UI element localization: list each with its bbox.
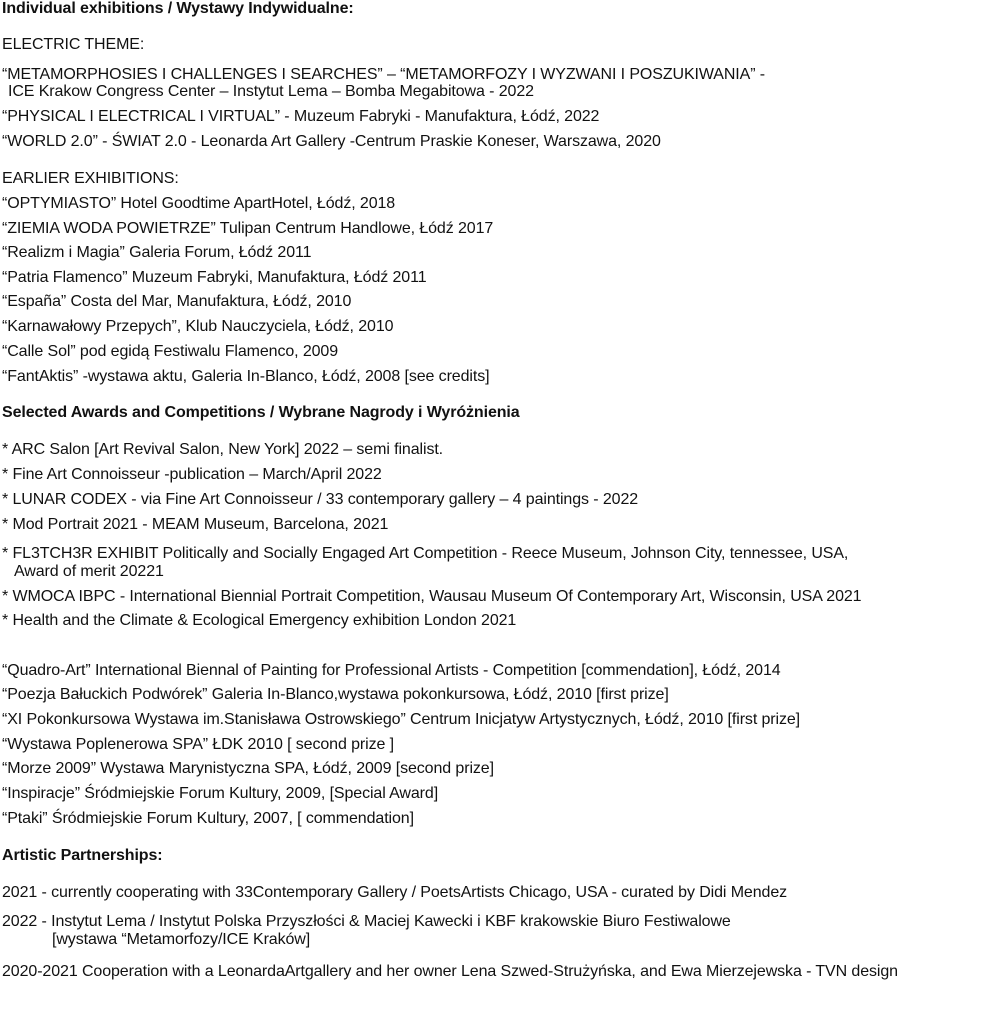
award-item: * Mod Portrait 2021 - MEAM Museum, Barcelona, 2021 — [2, 516, 389, 533]
award-item: “Morze 2009” Wystawa Marynistyczna SPA, Łódź, 2009 [second prize] — [2, 760, 494, 777]
partnership-item-continuation: [wystawa “Metamorfozy/ICE Kraków] — [52, 931, 311, 948]
partnership-item: 2022 - Instytut Lema / Instytut Polska Przyszłości & Maciej Kawecki i KBF krakowskie Biuro Festiwalowe — [2, 913, 731, 930]
award-item: * WMOCA IBPC - International Biennial Portrait Competition, Wausau Museum Of Contemporary Art, Wisconsin, USA 2021 — [2, 588, 862, 605]
award-item-continuation: Award of merit 20221 — [14, 563, 164, 580]
award-item: * Health and the Climate & Ecological Emergency exhibition London 2021 — [2, 612, 517, 629]
exhibition-item: “España” Costa del Mar, Manufaktura, Łódź, 2010 — [2, 293, 352, 310]
exhibition-item: “Calle Sol” pod egidą Festiwalu Flamenco, 2009 — [2, 343, 339, 360]
exhibition-item: “PHYSICAL I ELECTRICAL I VIRTUAL” - Muzeum Fabryki - Manufaktura, Łódź, 2022 — [2, 108, 600, 125]
exhibition-item: “WORLD 2.0” - ŚWIAT 2.0 - Leonarda Art Gallery -Centrum Praskie Koneser, Warszawa, 2020 — [2, 133, 661, 150]
earlier-exhibitions-label: EARLIER EXHIBITIONS: — [2, 170, 179, 187]
electric-theme-label: ELECTRIC THEME: — [2, 36, 145, 53]
exhibition-item: “ZIEMIA WODA POWIETRZE” Tulipan Centrum Handlowe, Łódź 2017 — [2, 220, 494, 237]
exhibition-item: “FantAktis” -wystawa aktu, Galeria In-Blanco, Łódź, 2008 [see credits] — [2, 368, 490, 385]
award-item: “Poezja Bałuckich Podwórek” Galeria In-Blanco,wystawa pokonkursowa, Łódź, 2010 [first prize] — [2, 686, 669, 703]
award-item: “Ptaki” Śródmiejskie Forum Kultury, 2007, [ commendation] — [2, 810, 414, 827]
individual-exhibitions-heading: Individual exhibitions / Wystawy Indywidualne: — [2, 0, 354, 17]
partnerships-heading: Artistic Partnerships: — [2, 847, 163, 864]
exhibition-item: “Realizm i Magia” Galeria Forum, Łódź 2011 — [2, 244, 312, 261]
exhibition-item: “OPTYMIASTO” Hotel Goodtime ApartHotel, Łódź, 2018 — [2, 195, 396, 212]
award-item: * FL3TCH3R EXHIBIT Politically and Socially Engaged Art Competition - Reece Museum, Johnson City, tennessee, USA, — [2, 545, 849, 562]
award-item: “Inspiracje” Śródmiejskie Forum Kultury, 2009, [Special Award] — [2, 785, 439, 802]
exhibition-item: “Karnawałowy Przepych”, Klub Nauczyciela, Łódź, 2010 — [2, 318, 394, 335]
award-item: “Wystawa Poplenerowa SPA” ŁDK 2010 [ second prize ] — [2, 736, 394, 753]
award-item: * LUNAR CODEX - via Fine Art Connoisseur / 33 contemporary gallery – 4 paintings - 2022 — [2, 491, 639, 508]
award-item: * Fine Art Connoisseur -publication – March/April 2022 — [2, 466, 382, 483]
partnership-item: 2020-2021 Cooperation with a LeonardaArtgallery and her owner Lena Szwed-Strużyńska, and Ewa Mierzejewska - TVN design — [2, 963, 898, 980]
award-item: * ARC Salon [Art Revival Salon, New York] 2022 – semi finalist. — [2, 441, 444, 458]
award-item: “Quadro-Art” International Biennal of Painting for Professional Artists - Competition [commendation], Łódź, 2014 — [2, 662, 781, 679]
exhibition-item: “METAMORPHOSIES I CHALLENGES I SEARCHES” – “METAMORFOZY I WYZWANI I POSZUKIWANIA” - — [2, 66, 766, 83]
exhibition-item-continuation: ICE Krakow Congress Center – Instytut Lema – Bomba Megabitowa - 2022 — [8, 83, 534, 100]
exhibition-item: “Patria Flamenco” Muzeum Fabryki, Manufaktura, Łódź 2011 — [2, 269, 427, 286]
partnership-item: 2021 - currently cooperating with 33Contemporary Gallery / PoetsArtists Chicago, USA - curated by Didi Mendez — [2, 884, 788, 901]
awards-heading: Selected Awards and Competitions / Wybrane Nagrody i Wyróżnienia — [2, 404, 520, 421]
award-item: “XI Pokonkursowa Wystawa im.Stanisława Ostrowskiego” Centrum Inicjatyw Artystycznych, Łódź, 2010 [first prize] — [2, 711, 801, 728]
